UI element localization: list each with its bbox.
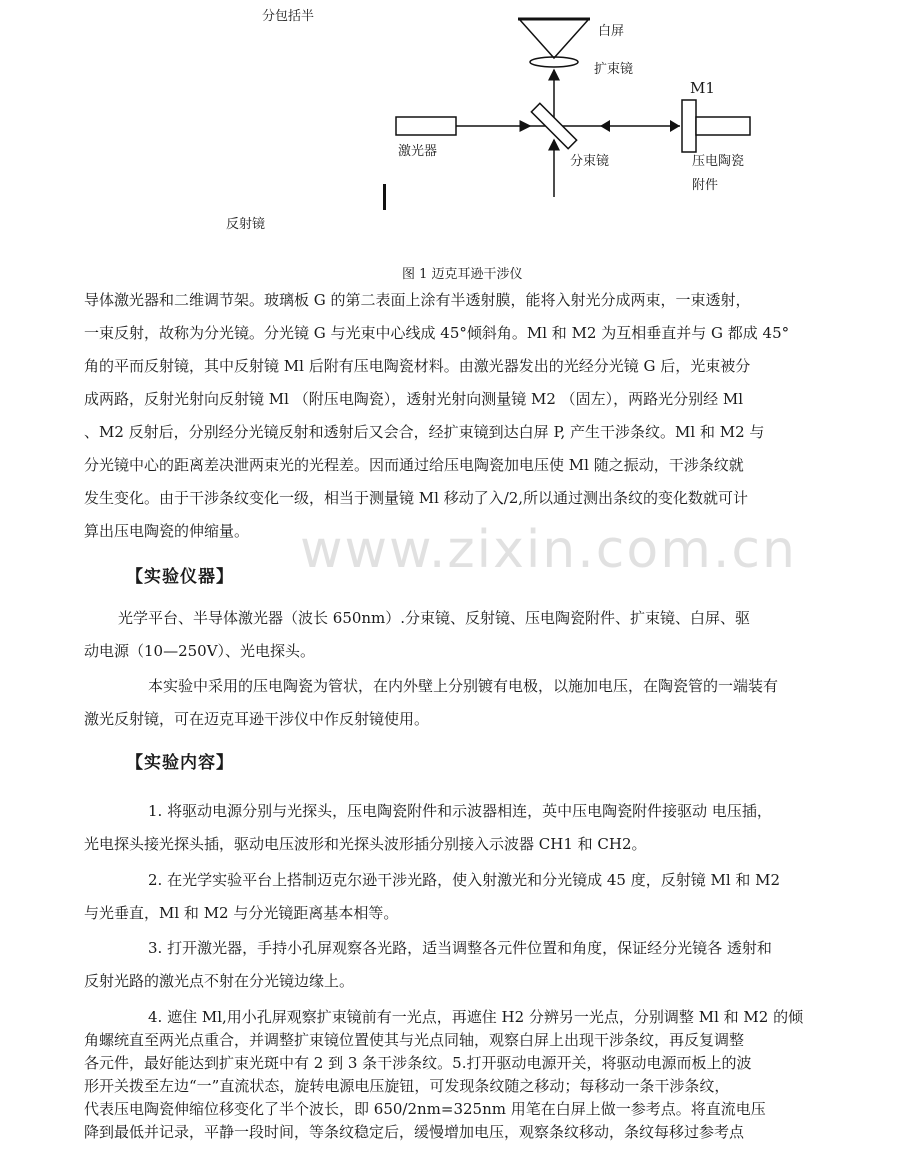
interferometer-diagram xyxy=(380,0,780,205)
step-line: 降到最低并记录，平静一段时间，等条纹稳定后，缓慢增加电压，观察条纹移动，条纹每移过参考点 xyxy=(84,1123,745,1141)
top-label: 分包括半 xyxy=(262,9,315,24)
intro-line: 、M2 反射后，分别经分光镜反射和透射后又会合，经扩束镜到达白屏 P, 产生干涉条纹。Ml 和 M2 与 xyxy=(84,423,765,441)
piezo-box xyxy=(696,117,750,135)
instruments-line: 本实验中采用的压电陶瓷为管状，在内外壁上分别镀有电极，以施加电压，在陶瓷管的一端装有 xyxy=(148,677,779,695)
instruments-paragraph-2 xyxy=(84,670,824,736)
left-label-mirror: 反射镜 xyxy=(226,217,266,232)
intro-line: 分光镜中心的距离差决泄两束光的光程差。因而通过给压电陶瓷加电压使 Ml 随之振动，干涉条纹就 xyxy=(84,456,744,474)
label-expander: 扩束镜 xyxy=(594,62,634,77)
label-laser: 激光器 xyxy=(398,144,438,159)
step-1 xyxy=(84,795,824,861)
step-line: 与光垂直，Ml 和 M2 与分光镜距离基本相等。 xyxy=(84,904,399,922)
instruments-line: 光学平台、半导体激光器（波长 650nm）.分束镜、反射镜、压电陶瓷附件、扩束镜、白屏、驱 xyxy=(118,609,751,627)
m1-mirror xyxy=(682,100,696,152)
intro-line: 成两路，反射光射向反射镜 Ml （附压电陶瓷），透射光射向测量镜 M2 （固左），两路光分别经 Ml xyxy=(84,390,744,408)
step-line: 光电探头接光探头插，驱动电压波形和光探头波形插分别接入示波器 CH1 和 CH2。 xyxy=(84,835,647,853)
step-line: 形开关拨至左边“一”直流状态，旋转电源电压旋钮，可发现条纹随之移动；每移动一条干涉条纹， xyxy=(84,1077,730,1095)
screen-cone xyxy=(520,20,588,58)
label-piezo-1: 压电陶瓷 xyxy=(692,154,745,169)
step-3 xyxy=(84,932,824,998)
step-4-5 xyxy=(84,1006,824,1144)
step-line: 1. 将驱动电源分别与光探头，压电陶瓷附件和示波器相连，英中压电陶瓷附件接驱动 电压插， xyxy=(148,802,772,820)
step-line: 代表压电陶瓷伸缩位移变化了半个波长，即 650/2nm=325nm 用笔在白屏上做一参考点。将直流电压 xyxy=(84,1100,766,1118)
instruments-line: 激光反射镜，可在迈克耳逊干涉仪中作反射镜使用。 xyxy=(84,710,430,728)
intro-line: 角的平而反射镜，其中反射镜 Ml 后附有压电陶瓷材料。由激光器发出的光经分光镜 G 后，光束被分 xyxy=(84,357,751,375)
intro-line: 算出压电陶瓷的伸缩量。 xyxy=(84,522,250,540)
diagram-svg xyxy=(380,0,780,205)
step-line: 3. 打开激光器，手持小孔屏观察各光路，适当调整各元件位置和角度，保证经分光镜各 透射和 xyxy=(148,939,772,957)
instruments-paragraph-1 xyxy=(84,602,824,668)
step-line: 反射光路的激光点不射在分光镜边缘上。 xyxy=(84,972,355,990)
figure-caption: 图 1 迈克耳逊干涉仪 xyxy=(402,267,523,282)
section-title-content: 【实验内容】 xyxy=(126,753,234,773)
label-splitter: 分束镜 xyxy=(570,154,610,169)
intro-paragraph xyxy=(84,284,824,548)
arrow-from-m1 xyxy=(600,120,610,132)
intro-line: 导体激光器和二维调节架。玻璃板 G 的第二表面上涂有半透射膜，能将入射光分成两束，一束透射， xyxy=(84,291,751,309)
label-m1: M1 xyxy=(690,79,715,97)
section-title-instruments: 【实验仪器】 xyxy=(126,567,234,587)
intro-line: 一束反射，故称为分光镜。分光镜 G 与光束中心线成 45°倾斜角。Ml 和 M2 为互相垂直并与 G 都成 45° xyxy=(84,324,790,342)
intro-line: 发生变化。由于干涉条纹变化一级，相当于测量镜 Ml 移动了入/2,所以通过测出条纹的变化数就可计 xyxy=(84,489,749,507)
arrow-to-m1 xyxy=(670,120,680,132)
label-screen: 白屏 xyxy=(598,24,625,39)
step-line: 角螺统直至两光点重合，并调整扩束镜位置使其与光点同轴，观察白屏上出现干涉条纹，再反复调整 xyxy=(84,1031,745,1049)
step-2 xyxy=(84,864,824,930)
step-line: 4. 遮住 Ml,用小孔屏观察扩束镜前有一光点，再遮住 H2 分辨另一光点，分别调整 Ml 和 M2 的倾 xyxy=(148,1008,804,1026)
label-piezo-2: 附件 xyxy=(692,178,719,193)
step-line: 2. 在光学实验平台上搭制迈克尔逊干涉光路，使入射激光和分光镜成 45 度，反射镜 Ml 和 M2 xyxy=(148,871,781,889)
step-line: 各元件，最好能达到扩束光斑中有 2 到 3 条干涉条纹。5.打开驱动电源开关，将驱动电源而板上的波 xyxy=(84,1054,752,1072)
laser-box xyxy=(396,117,456,135)
instruments-line: 动电源（10—250V）、光电探头。 xyxy=(84,642,316,660)
watermark: www.zixin.com.cn xyxy=(300,520,797,580)
